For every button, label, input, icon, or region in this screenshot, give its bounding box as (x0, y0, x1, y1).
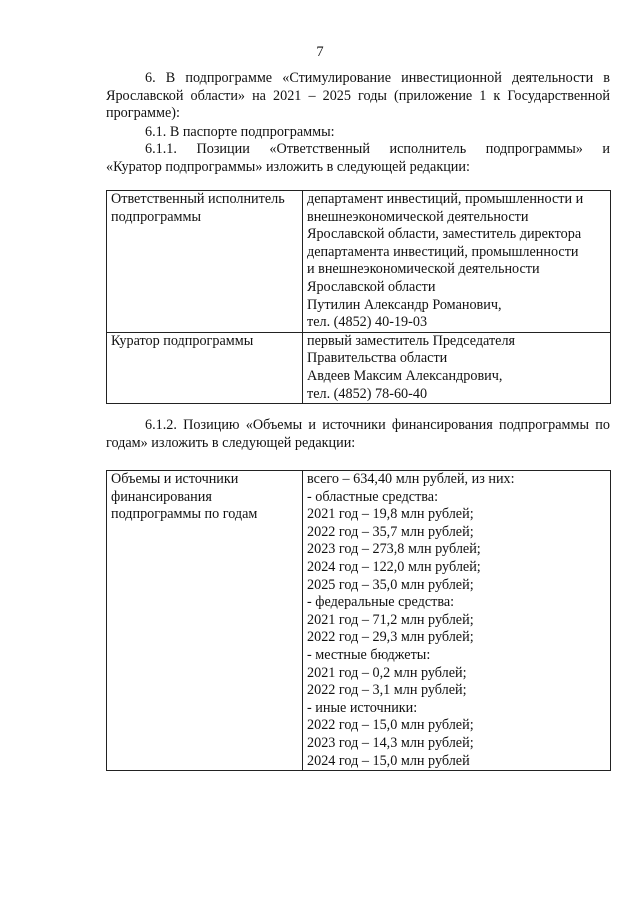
paragraph-6-1-2: 6.1.2. Позицию «Объемы и источники финансирования подпрограммы по годам» изложить в следующей редакции: (106, 417, 610, 451)
paragraph-6-1-1-line2: «Куратор подпрограммы» изложить в следующей редакции: (106, 159, 470, 175)
row-value-line: 2022 год – 15,0 млн рублей; (307, 717, 474, 734)
paragraph-6-1-1-line1: 6.1.1. Позиции «Ответственный исполнитель подпрограммы» и (145, 141, 610, 157)
row-label-line: Ответственный исполнитель (111, 191, 285, 207)
row-label-line: подпрограммы (111, 208, 201, 225)
row-value-line: Ярославской области, заместитель директора (307, 226, 582, 243)
row-value-line: 2022 год – 35,7 млн рублей; (307, 523, 474, 540)
table-row (107, 332, 611, 403)
row-value-line: - федеральные средства: (307, 594, 455, 611)
row-value-line: внешнеэкономической деятельности (307, 208, 529, 225)
row-value-line: - иные источники: (307, 699, 418, 716)
responsible-curator-table (106, 190, 611, 404)
row-value-line: тел. (4852) 40-19-03 (307, 314, 428, 331)
row-value-cell (303, 332, 611, 403)
row-label-line: подпрограммы по годам (111, 506, 258, 523)
row-value-line: первый заместитель Председателя (307, 332, 516, 349)
paragraph-6-1: 6.1. В паспорте подпрограммы: (145, 124, 335, 140)
row-value-line: 2024 год – 15,0 млн рублей (307, 752, 470, 769)
row-label-cell (107, 332, 303, 403)
row-value-line: 2024 год – 122,0 млн рублей; (307, 558, 481, 575)
row-value-line: 2021 год – 0,2 млн рублей; (307, 664, 467, 681)
row-value-line: департамент инвестиций, промышленности и (307, 191, 584, 207)
row-value-cell (303, 191, 611, 333)
row-value-cell (303, 471, 611, 771)
row-value-line: департамента инвестиций, промышленности (307, 243, 579, 260)
row-value-line: Путилин Александр Романович, (307, 296, 502, 313)
row-value-line: - местные бюджеты: (307, 646, 431, 663)
page-number: 7 (316, 44, 324, 60)
row-label-cell (107, 471, 303, 771)
table-row (107, 471, 611, 771)
row-value-line: 2023 год – 273,8 млн рублей; (307, 541, 481, 558)
row-label-line: финансирования (111, 488, 212, 505)
row-value-line: 2023 год – 14,3 млн рублей; (307, 734, 474, 751)
paragraph-6: 6. В подпрограмме «Стимулирование инвестиционной деятельности в Ярославской области» на 2021 – 2025 годы (приложение 1 к Государственной программе): (106, 70, 610, 122)
row-value-line: всего – 634,40 млн рублей, из них: (307, 471, 515, 487)
row-value-line: 2021 год – 19,8 млн рублей; (307, 506, 474, 523)
row-value-line: 2021 год – 71,2 млн рублей; (307, 611, 474, 628)
row-value-line: Правительства области (307, 350, 448, 367)
row-value-line: 2025 год – 35,0 млн рублей; (307, 576, 474, 593)
row-label-line: Объемы и источники (111, 471, 239, 487)
row-label-cell (107, 191, 303, 333)
row-value-line: Ярославской области (307, 278, 436, 295)
financing-table (106, 470, 611, 771)
row-value-line: тел. (4852) 78-60-40 (307, 385, 428, 402)
row-label-line: Куратор подпрограммы (111, 332, 254, 349)
row-value-line: 2022 год – 3,1 млн рублей; (307, 682, 467, 699)
row-value-line: - областные средства: (307, 488, 439, 505)
table-row (107, 191, 611, 333)
row-value-line: Авдеев Максим Александрович, (307, 367, 503, 384)
row-value-line: и внешнеэкономической деятельности (307, 261, 540, 278)
row-value-line: 2022 год – 29,3 млн рублей; (307, 629, 474, 646)
